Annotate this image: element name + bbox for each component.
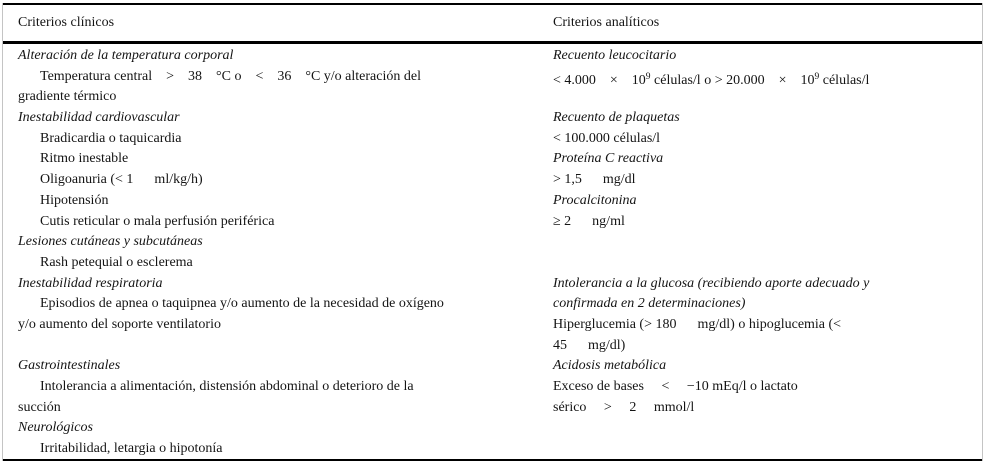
analytical-cell: Intolerancia a la glucosa (recibiendo aporte adecuado y bbox=[553, 275, 870, 291]
analytical-cell bbox=[553, 418, 992, 439]
table-row bbox=[0, 418, 992, 439]
column-header-clinical: Criterios clínicos bbox=[18, 15, 115, 30]
clinical-cell: Neurológicos bbox=[18, 420, 93, 436]
table-row bbox=[0, 398, 992, 419]
clinical-cell: Irritabilidad, letargia o hipotonía bbox=[40, 441, 223, 457]
table-top-rule bbox=[3, 3, 982, 5]
table-row bbox=[0, 108, 992, 129]
clinical-cell: Temperatura central > 38 °C o < 36 °C y/o alteración del bbox=[40, 68, 421, 84]
clinical-cell: gradiente térmico bbox=[18, 89, 117, 105]
analytical-cell: confirmada en 2 determinaciones) bbox=[553, 296, 746, 312]
clinical-cell: Lesiones cutáneas y subcutáneas bbox=[18, 234, 203, 250]
table-row bbox=[0, 232, 992, 253]
clinical-cell: Rash petequial o esclerema bbox=[40, 254, 193, 270]
analytical-cell bbox=[553, 253, 992, 274]
analytical-cell bbox=[553, 232, 992, 253]
table-row bbox=[0, 46, 992, 67]
table-row bbox=[0, 274, 992, 295]
clinical-cell: Hipotensión bbox=[40, 192, 109, 208]
text-segment: células/l o > 20.000 × 10 bbox=[650, 72, 815, 88]
clinical-cell: Oligoanuria (< 1 ml/kg/h) bbox=[40, 172, 203, 188]
table-row bbox=[0, 87, 992, 108]
table-row bbox=[0, 356, 992, 377]
analytical-cell: Procalcitonina bbox=[553, 192, 637, 208]
analytical-cell: Recuento leucocitario bbox=[553, 48, 677, 63]
analytical-cell: Hiperglucemia (> 180 mg/dl) o hipoglucemia (< bbox=[553, 316, 842, 332]
table-header-row bbox=[0, 15, 992, 37]
column-header-analytical: Criterios analíticos bbox=[553, 15, 660, 30]
table-body bbox=[0, 46, 992, 460]
analytical-cell: > 1,5 mg/dl bbox=[553, 172, 636, 188]
analytical-cell bbox=[553, 67, 992, 88]
analytical-cell: < 100.000 células/l bbox=[553, 130, 661, 146]
superscript: 9 bbox=[814, 71, 820, 82]
analytical-cell: sérico > 2 mmol/l bbox=[553, 399, 695, 415]
clinical-cell: Intolerancia a alimentación, distensión abdominal o deterioro de la bbox=[40, 379, 414, 394]
clinical-cell: Ritmo inestable bbox=[40, 151, 129, 167]
table-row bbox=[0, 129, 992, 150]
table-bottom-rule bbox=[3, 459, 982, 461]
clinical-cell: Bradicardia o taquicardia bbox=[40, 130, 182, 146]
analytical-cell: ≥ 2 ng/ml bbox=[553, 213, 625, 229]
analytical-cell: Exceso de bases < −10 mEq/l o lactato bbox=[553, 379, 798, 394]
table-row bbox=[0, 294, 992, 315]
analytical-cell bbox=[553, 439, 992, 460]
analytical-cell: Proteína C reactiva bbox=[553, 151, 664, 167]
table-row bbox=[0, 212, 992, 233]
table-row bbox=[0, 170, 992, 191]
text-segment: células/l bbox=[819, 72, 870, 88]
analytical-cell bbox=[553, 87, 992, 108]
table-row bbox=[0, 439, 992, 460]
clinical-cell: Inestabilidad cardiovascular bbox=[18, 110, 180, 126]
analytical-cell: Recuento de plaquetas bbox=[553, 110, 680, 126]
table-row bbox=[0, 315, 992, 336]
table-header-rule bbox=[3, 41, 982, 44]
text-segment: < 4.000 × 10 bbox=[553, 72, 646, 88]
clinical-cell: succión bbox=[18, 399, 61, 415]
table-row bbox=[0, 67, 992, 88]
analytical-cell: 45 mg/dl) bbox=[553, 337, 626, 353]
table-row bbox=[0, 336, 992, 357]
table-row bbox=[0, 377, 992, 398]
table-row bbox=[0, 253, 992, 274]
table-row bbox=[0, 191, 992, 212]
clinical-cell: Cutis reticular o mala perfusión periférica bbox=[40, 213, 275, 229]
clinical-cell bbox=[0, 336, 553, 357]
clinical-cell: Inestabilidad respiratoria bbox=[18, 275, 163, 291]
clinical-cell: Episodios de apnea o taquipnea y/o aumento de la necesidad de oxígeno bbox=[40, 296, 444, 312]
clinical-cell: Alteración de la temperatura corporal bbox=[18, 48, 234, 63]
clinical-cell: y/o aumento del soporte ventilatorio bbox=[18, 316, 221, 332]
clinical-cell: Gastrointestinales bbox=[18, 358, 121, 374]
table-row bbox=[0, 149, 992, 170]
superscript: 9 bbox=[645, 71, 651, 82]
analytical-cell: Acidosis metabólica bbox=[553, 358, 667, 374]
